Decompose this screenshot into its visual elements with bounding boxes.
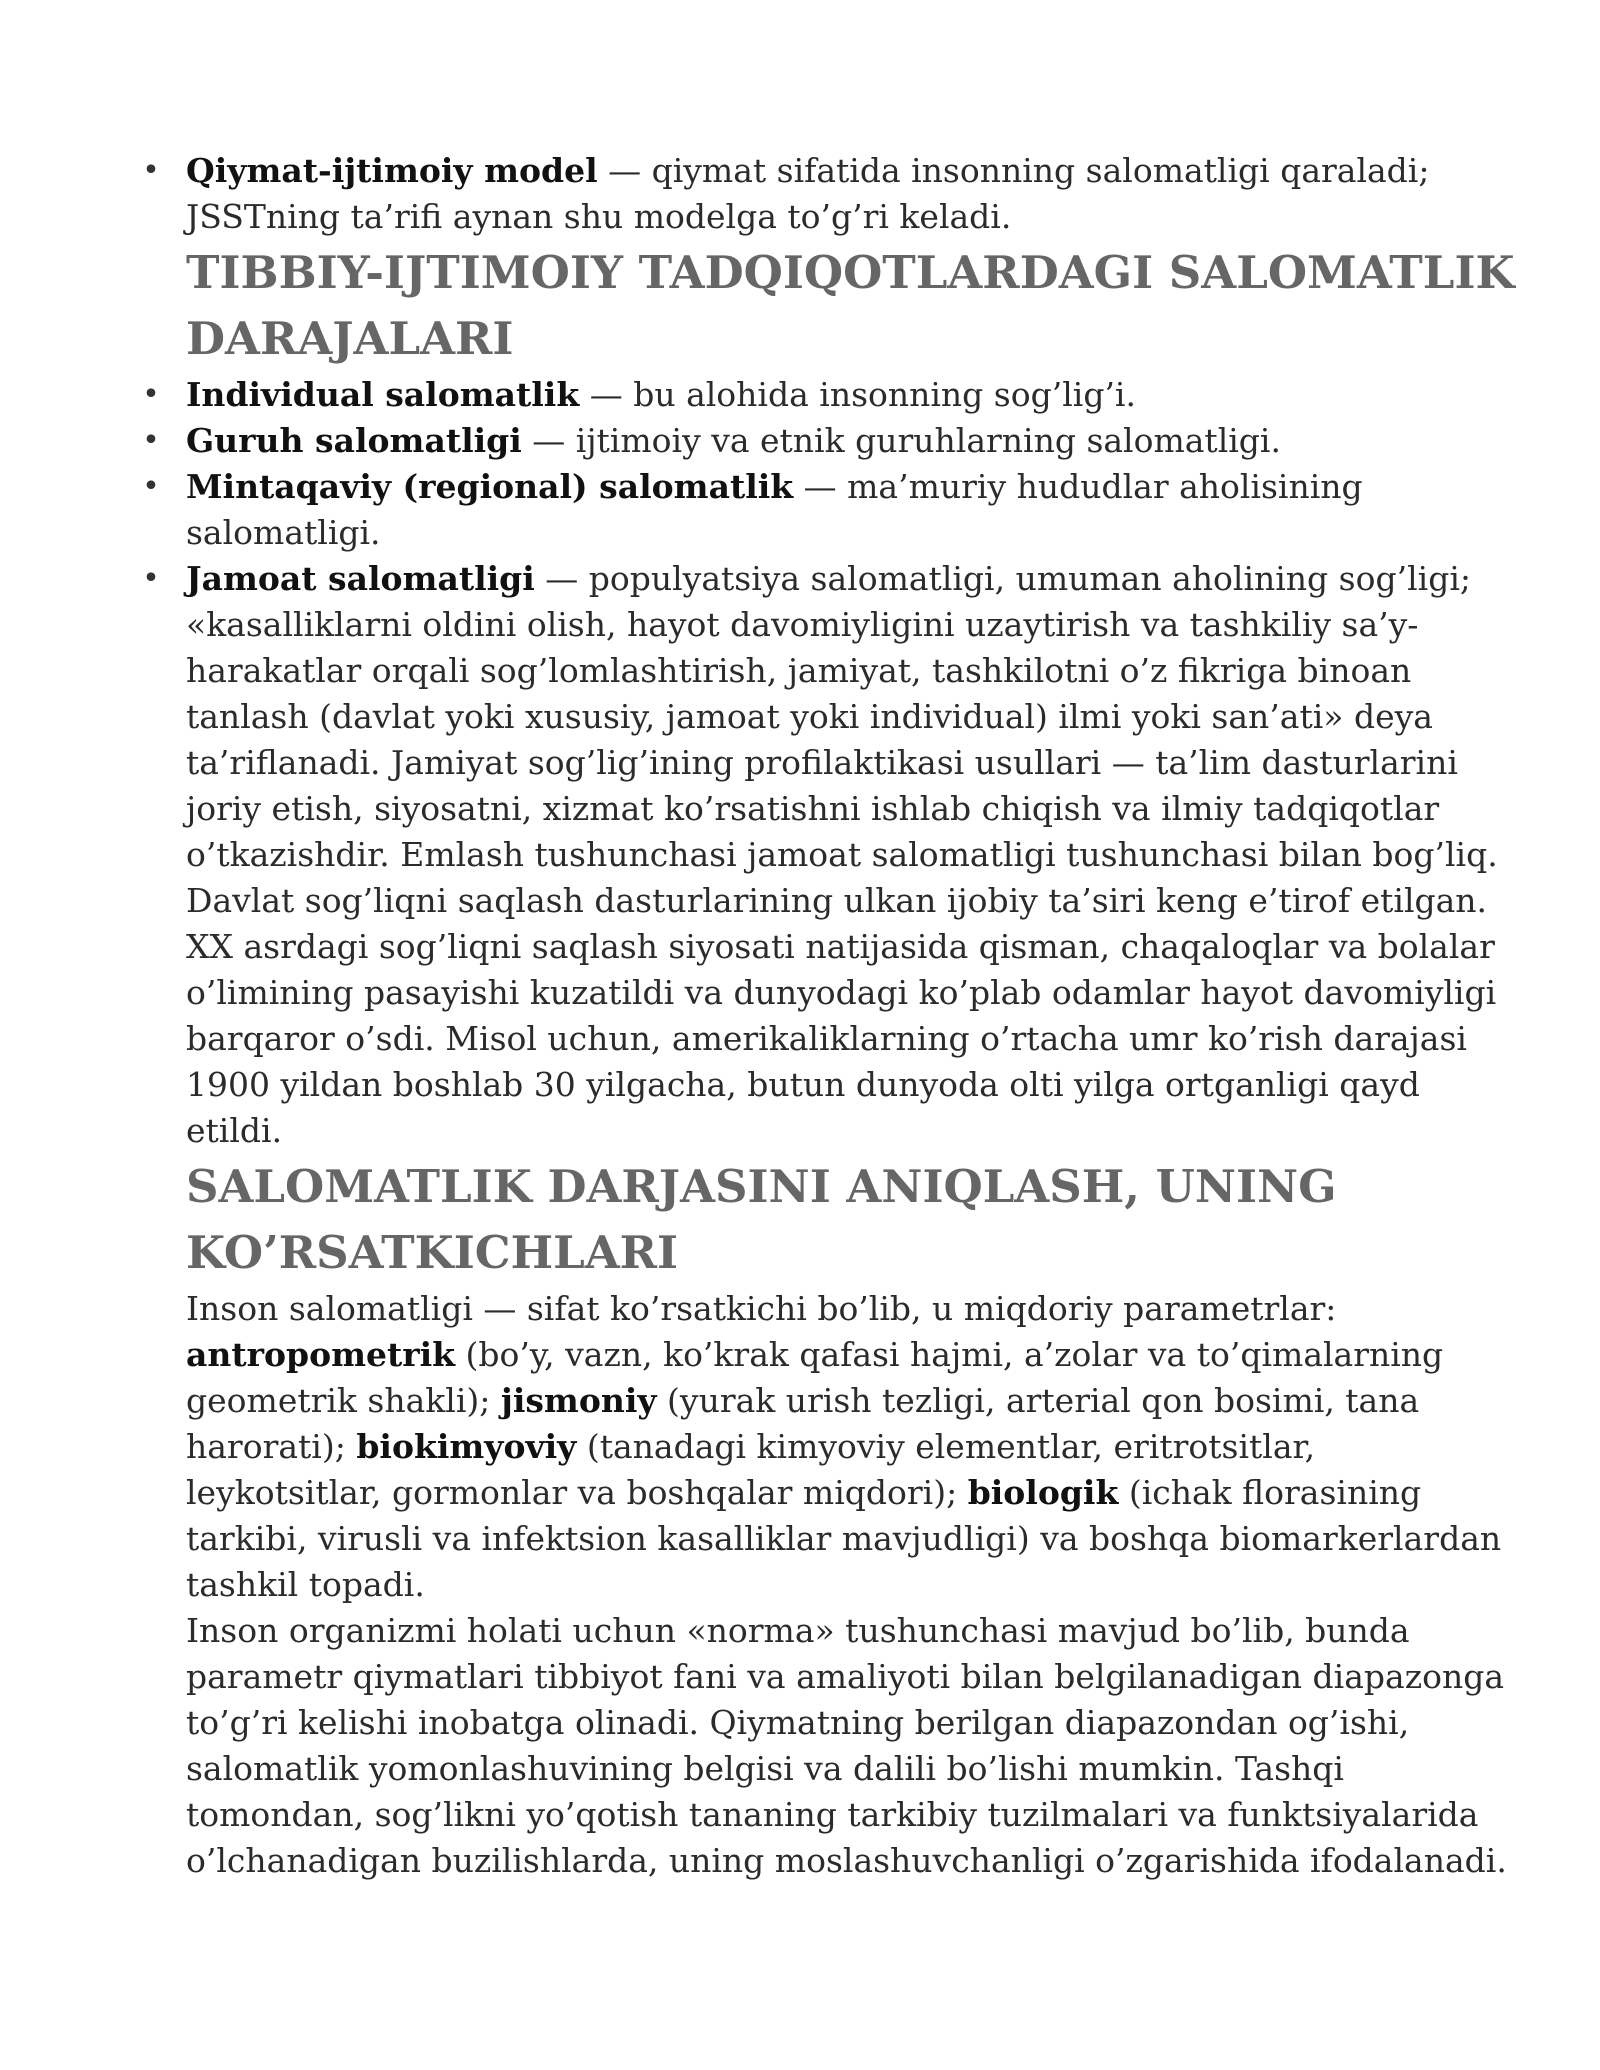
list-item-term: Guruh salomatligi [186,421,522,460]
list-item [142,556,1516,1154]
list-item-text: — ma’muriy hududlar aholisining salomatligi. [186,467,1363,552]
list-item-text: — ijtimoiy va etnik guruhlarning salomatligi. [521,421,1281,460]
bold-term: biologik [967,1473,1119,1512]
bullet-icon: • [142,423,160,458]
list-item-term: Individual salomatlik [186,375,580,414]
list-item-term: Mintaqaviy (regional) salomatlik [186,467,794,506]
list-item [142,372,1516,418]
paragraph-text: (ichak florasining tarkibi, virusli va infektsion kasalliklar mavjudligi) va boshqa biomarkerlardan tashkil topadi. [186,1473,1502,1604]
bold-term: biokimyoviy [356,1427,577,1466]
bullet-list-models [142,148,1516,240]
list-item-term: Qiymat-ijtimoiy model [186,151,598,190]
list-item-text: — bu alohida insonning sog’lig’i. [579,375,1136,414]
paragraph-norma: Inson organizmi holati uchun «norma» tushunchasi mavjud bo’lib, bunda parametr qiymatlari tibbiyot fani va amaliyoti bilan belgilanadigan diapazonga to’g’ri kelishi inobatga olinadi. Qiymatning berilgan diapazondan og’ishi, salomatlik yomonlashuvining belgisi va dalili bo’lishi mumkin. Tashqi tomondan, sog’likni yo’qotish tananing tarkibiy tuzilmalari va funktsiyalarida o’lchanadigan buzilishlarda, uning moslashuvchanligi o’zgarishida ifodalanadi. [186,1611,1507,1880]
bullet-icon: • [142,153,160,188]
paragraph-text: (yurak urish tezligi, arterial qon bosimi, tana harorati); [186,1381,1420,1466]
paragraph-text: (tanadagi kimyoviy elementlar, eritrotsitlar, leykotsitlar, gormonlar va boshqalar miqdori); [186,1427,1316,1512]
list-item-text: — qiymat sifatida insonning salomatligi qaraladi; JSSTning ta’rifi aynan shu modelga to’g’ri keladi. [186,151,1430,236]
paragraph-text: (bo’y, vazn, ko’krak qafasi hajmi, a’zolar va to’qimalarning geometrik shakli); [186,1335,1444,1420]
bullet-icon: • [142,377,160,412]
bullet-list-levels [142,372,1516,1154]
list-item [142,418,1516,464]
section-heading-levels: TIBBIY-IJTIMOIY TADQIQOTLARDAGI SALOMATLIK DARAJALARI [186,246,1515,365]
bullet-icon: • [142,561,160,596]
list-item [142,464,1516,556]
list-item-text: — populyatsiya salomatligi, umuman aholining sog’ligi; «kasalliklarni oldini olish, hayot davomiyligini uzaytirish va tashkiliy sa’y-harakatlar orqali sog’lomlashtirish, jamiyat, tashkilotni o’z fikriga binoan tanlash (davlat yoki xususiy, jamoat yoki individual) ilmi yoki san’ati» deya ta’riflanadi. Jamiyat sog’lig’ining profilaktikasi usullari — ta’lim dasturlarini joriy etish, siyosatni, xizmat ko’rsatishni ishlab chiqish va ilmiy tadqiqotlar o’tkazishdir. Emlash tushunchasi jamoat salomatligi tushunchasi bilan bog’liq. Davlat sog’liqni saqlash dasturlarining ulkan ijobiy ta’siri keng e’tirof etilgan. XX asrdagi sog’liqni saqlash siyosati natijasida qisman, chaqaloqlar va bolalar o’limining pasayishi kuzatildi va dunyodagi ko’plab odamlar hayot davomiyligi barqaror o’sdi. Misol uchun, amerikaliklarning o’rtacha umr ko’rish darajasi 1900 yildan boshlab 30 yilgacha, butun dunyoda olti yilga ortganligi qayd etildi. [186,559,1498,1150]
list-item-term: Jamoat salomatligi [186,559,535,598]
paragraph-indicators [186,1286,1516,1608]
bold-term: jismoniy [500,1381,657,1420]
paragraph-text: Inson salomatligi — sifat ko’rsatkichi bo’lib, u miqdoriy parametrlar: [186,1289,1337,1328]
list-item [142,148,1516,240]
bold-term: antropometrik [186,1335,456,1374]
section-heading-indicators: SALOMATLIK DARJASINI ANIQLASH, UNING KO’RSATKICHLARI [186,1160,1337,1279]
document-page [142,148,1516,1884]
bullet-icon: • [142,469,160,504]
